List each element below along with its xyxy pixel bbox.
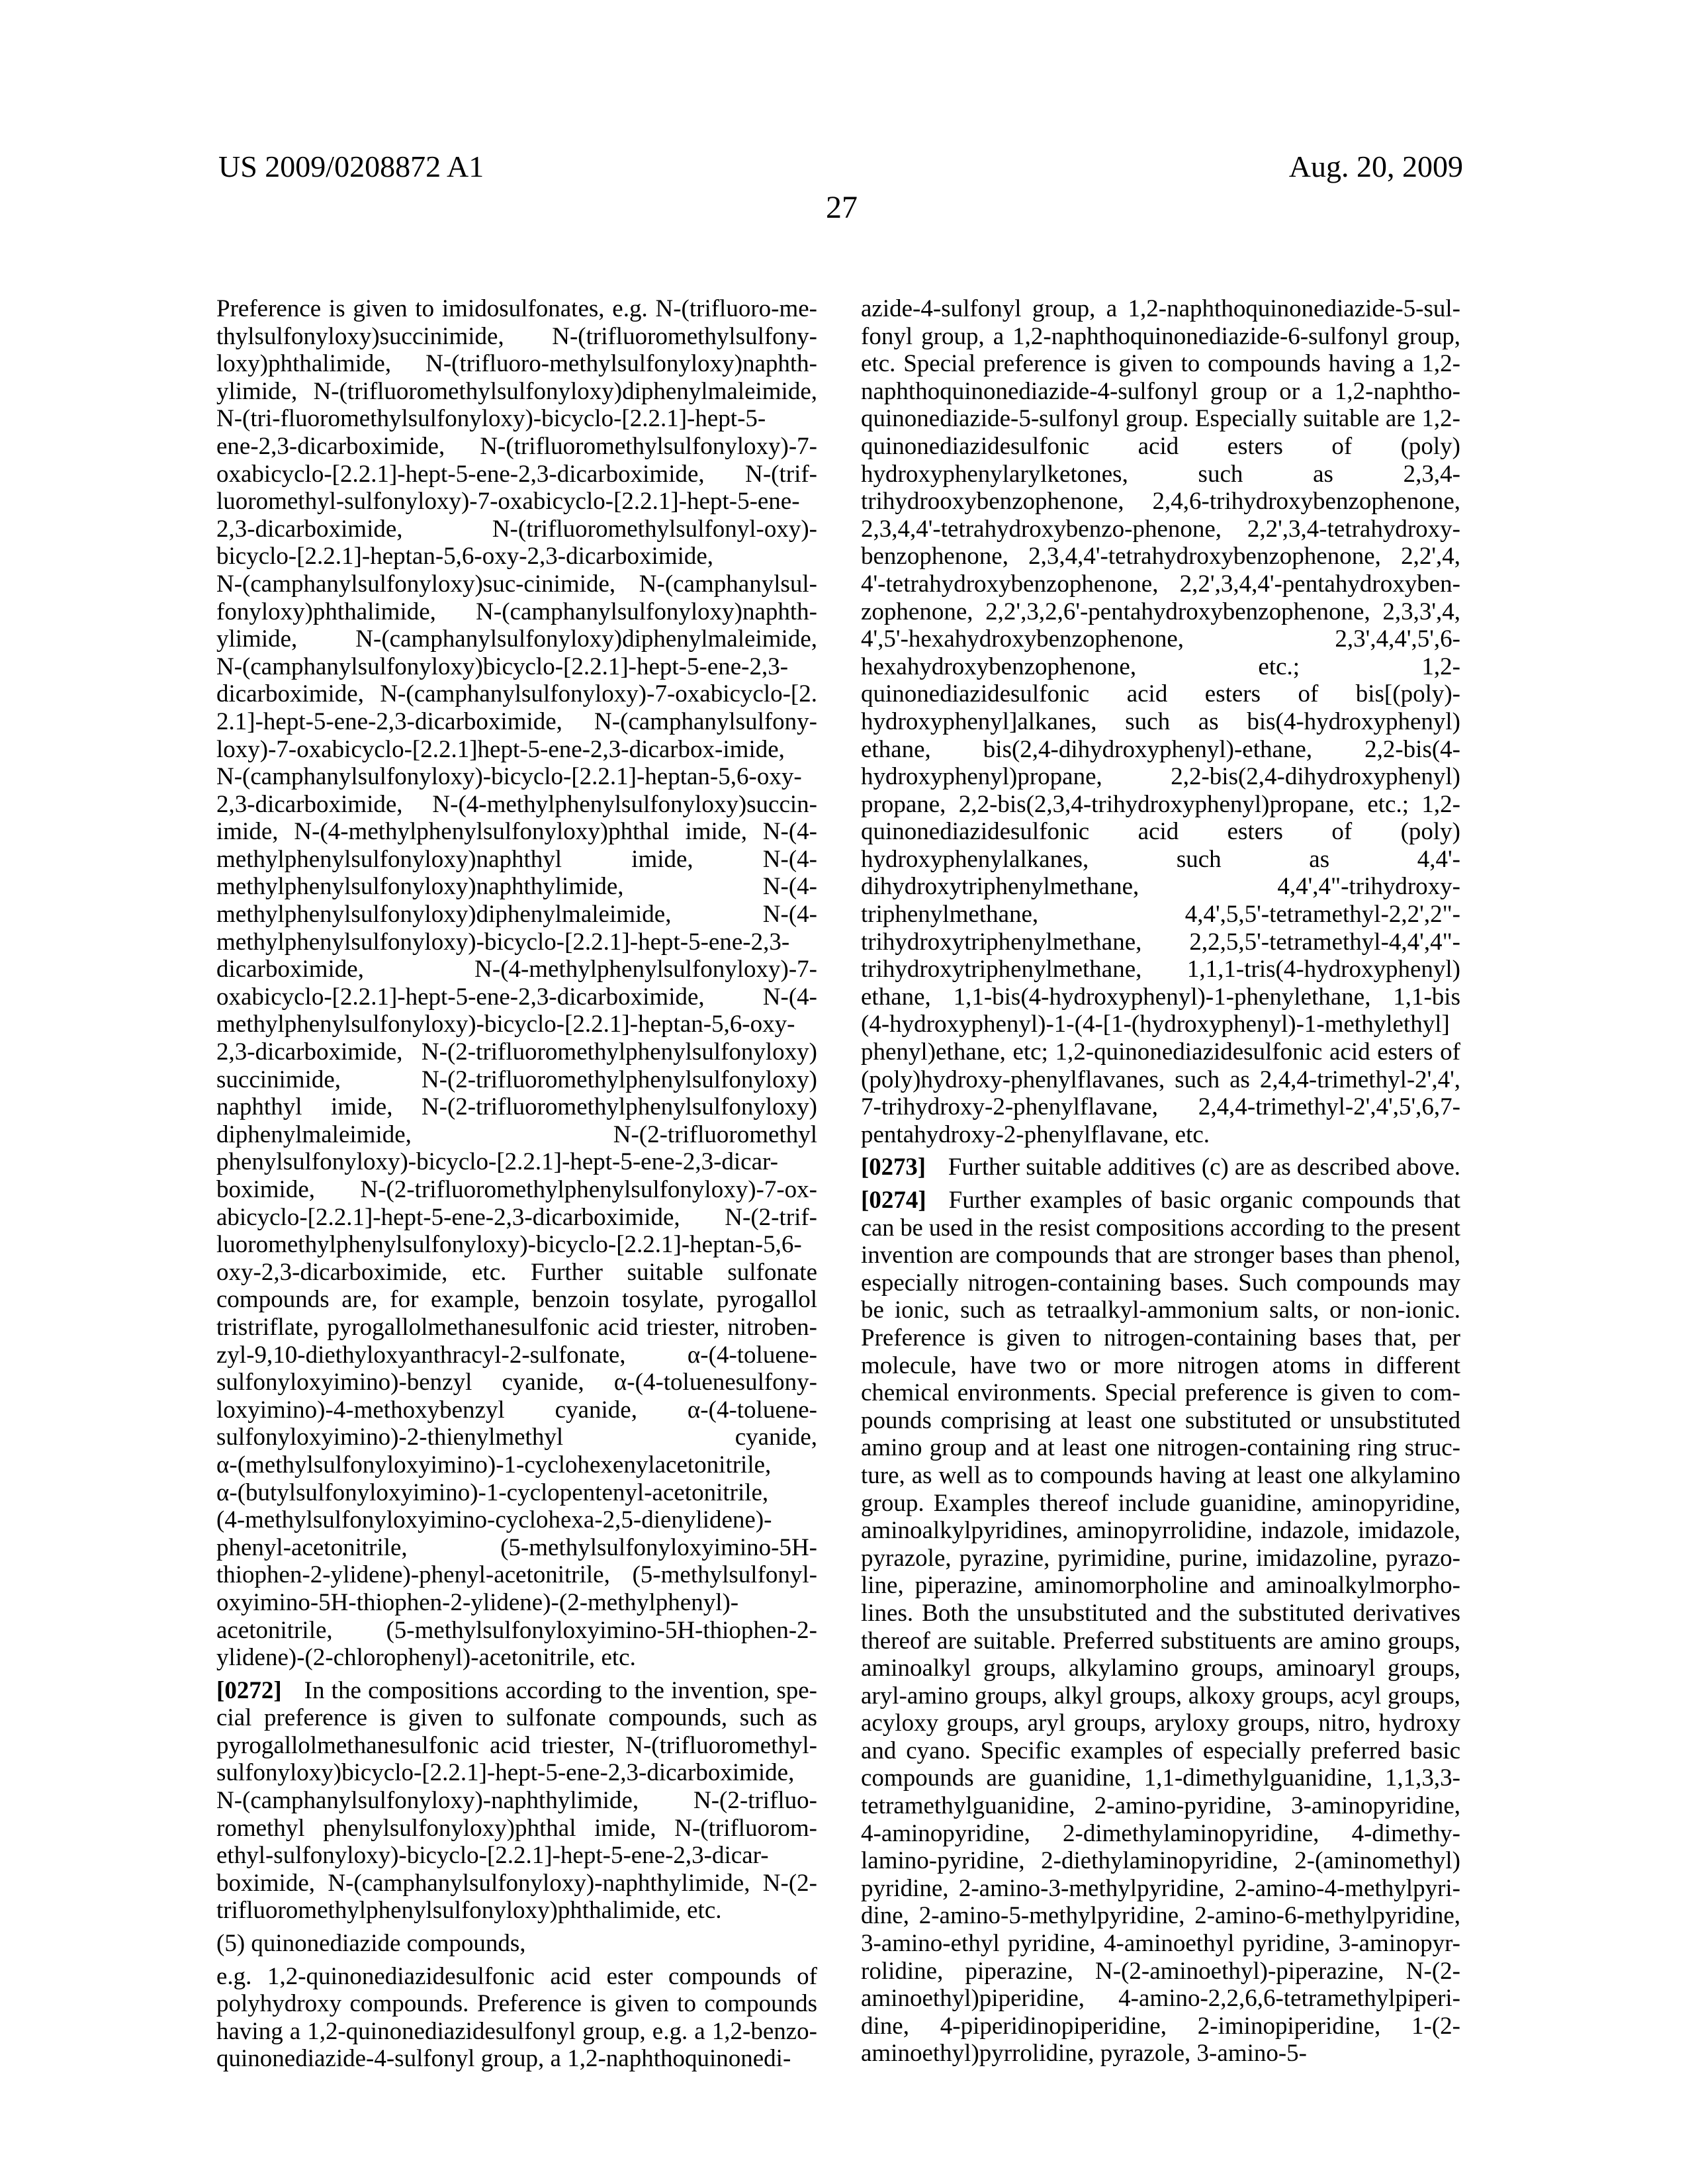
line-text: pounds comprising at least one substituted or unsubstituted [861,1407,1460,1434]
line-text: e.g. 1,2-quinonediazidesulfonic acid ester compounds of [216,1963,817,1990]
text-line [216,956,817,983]
publication-date: Aug. 20, 2009 [1289,152,1463,182]
text-line [861,543,1460,570]
line-text: ylimide, N-(camphanylsulfonyloxy)diphenylmaleimide, [216,625,817,653]
line-text: hydroxyphenylarylketones, such as 2,3,4- [861,461,1460,488]
text-line [216,2018,817,2046]
text-line [861,295,1460,323]
text-line [861,1902,1460,1930]
line-text: line, piperazine, aminomorpholine and aminoalkylmorpho- [861,1572,1460,1599]
text-line [861,736,1460,764]
text-line [861,956,1460,983]
text-line [216,791,817,819]
text-line [216,1121,817,1149]
line-text: ethyl-sulfonyloxy)-bicyclo-[2.2.1]-hept-5-ene-2,3-dicar- [216,1842,769,1869]
line-text: azide-4-sulfonyl group, a 1,2-naphthoquinonediazide-5-sul- [861,295,1460,322]
line-text: 3-amino-ethyl pyridine, 4-aminoethyl pyridine, 3-aminopyr- [861,1930,1460,1957]
line-text: N-(camphanylsulfonyloxy)-naphthylimide, N-(2-trifluo- [216,1787,817,1814]
line-text: quinonediazidesulfonic acid esters of (poly) [861,818,1460,845]
text-line [861,323,1460,351]
text-line [861,378,1460,406]
line-text: fonyl group, a 1,2-naphthoquinonediazide-6-sulfonyl group, [861,323,1460,350]
line-text: ylidene)-(2-chlorophenyl)-acetonitrile, etc. [216,1644,636,1671]
text-line [216,873,817,901]
line-text: bicyclo-[2.2.1]-heptan-5,6-oxy-2,3-dicarboximide, [216,543,713,570]
text-line [216,1815,817,1843]
line-text: acyloxy groups, aryl groups, aryloxy groups, nitro, hydroxy [861,1709,1460,1737]
text-line [216,1396,817,1424]
text-line [861,1121,1460,1149]
text-line [861,680,1460,708]
line-text: pentahydroxy-2-phenylflavane, etc. [861,1121,1210,1148]
line-text: oxy-2,3-dicarboximide, etc. Further suitable sulfonate [216,1259,817,1286]
line-text: methylphenylsulfonyloxy)-bicyclo-[2.2.1]-heptan-5,6-oxy- [216,1011,795,1038]
line-text: group. Examples thereof include guanidine, aminopyridine, [861,1490,1460,1517]
text-line [861,653,1460,681]
line-text: diphenylmaleimide, N-(2-trifluoromethyl [216,1121,817,1148]
line-text: trihydrooxybenzophenone, 2,4,6-trihydroxybenzophenone, [861,488,1460,515]
line-text: methylphenylsulfonyloxy)naphthyl imide, N-(4- [216,846,817,873]
text-line [861,873,1460,901]
line-text: be ionic, such as tetraalkyl-ammonium salts, or non-ionic. [861,1297,1460,1324]
text-line [861,1930,1460,1958]
line-text: dicarboximide, N-(camphanylsulfonyloxy)-7-oxabicyclo-[2. [216,680,817,707]
line-text: methylphenylsulfonyloxy)naphthylimide, N-(4- [216,873,817,900]
line-text: oxyimino-5H-thiophen-2-ylidene)-(2-methylphenyl)- [216,1589,738,1616]
line-text: 4'-tetrahydroxybenzophenone, 2,2',3,4,4'-pentahydroxyben- [861,570,1460,598]
text-line [216,1589,817,1617]
page-number: 27 [826,192,858,224]
line-text: hydroxyphenylalkanes, such as 4,4'- [861,846,1460,873]
line-text: phenylsulfonyloxy)-bicyclo-[2.2.1]-hept-5-ene-2,3-dicar- [216,1148,778,1175]
text-line [216,1424,817,1451]
line-text: (4-methylsulfonyloxyimino-cyclohexa-2,5-dienylidene)- [216,1506,772,1533]
line-text: succinimide, N-(2-trifluoromethylphenylsulfonyloxy) [216,1066,817,1093]
line-text: quinonediazide-4-sulfonyl group, a 1,2-naphthoquinonedi- [216,2045,791,2072]
line-text: Preference is given to imidosulfonates, e.g. N-(trifluoro-me- [216,295,817,322]
line-text: quinonediazide-5-sulfonyl group. Especially suitable are 1,2- [861,405,1460,432]
line-text: 2,3-dicarboximide, N-(trifluoromethylsulfonyl-oxy)- [216,516,817,543]
line-text: amino group and at least one nitrogen-containing ring struc- [861,1434,1460,1461]
text-line [861,1572,1460,1600]
line-text: ethane, 1,1-bis(4-hydroxyphenyl)-1-phenylethane, 1,1-bis [861,983,1460,1011]
text-line [216,1369,817,1396]
line-text: triphenylmethane, 4,4',5,5'-tetramethyl-2,2',2"- [861,901,1460,928]
line-text: quinonediazidesulfonic acid esters of bis[(poly)- [861,680,1460,707]
line-text: molecule, have two or more nitrogen atoms in different [861,1352,1460,1379]
text-line [216,818,817,846]
line-text: N-(tri-fluoromethylsulfonyloxy)-bicyclo-[2.2.1]-hept-5- [216,405,766,432]
text-line [861,625,1460,653]
text-line [216,1286,817,1314]
line-text: etc. Special preference is given to compounds having a 1,2- [861,350,1460,377]
text-line [216,1617,817,1645]
text-line [216,1644,817,1672]
text-line [216,1677,817,1705]
line-text: ethane, bis(2,4-dihydroxyphenyl)-ethane, 2,2-bis(4- [861,736,1460,763]
text-line [861,1269,1460,1297]
text-line [861,1093,1460,1121]
line-text: (4-hydroxyphenyl)-1-(4-[1-(hydroxyphenyl)-1-methylethyl] [861,1011,1450,1038]
text-line [861,1682,1460,1710]
text-line [861,1066,1460,1094]
text-line [861,1242,1460,1269]
line-text: zyl-9,10-diethyloxyanthracyl-2-sulfonate, α-(4-toluene- [216,1342,817,1369]
line-text: cial preference is given to sulfonate compounds, such as [216,1704,817,1731]
text-line [861,1655,1460,1682]
line-text: compounds are guanidine, 1,1-dimethylguanidine, 1,1,3,3- [861,1764,1460,1792]
text-line [861,1379,1460,1407]
line-text: pyridine, 2-amino-3-methylpyridine, 2-amino-4-methylpyri- [861,1875,1460,1902]
text-line [216,736,817,764]
line-text: aminoethyl)pyrrolidine, pyrazole, 3-amino-5- [861,2040,1307,2067]
line-text: 2,3,4,4'-tetrahydroxybenzo-phenone, 2,2',3,4-tetrahydroxy- [861,516,1460,543]
text-line [216,1231,817,1259]
text-line [216,433,817,461]
text-line [861,405,1460,433]
text-line [861,1352,1460,1380]
paragraph [861,295,1460,1148]
text-line [216,1204,817,1232]
line-text: In the compositions according to the invention, spe- [304,1677,817,1704]
text-line [216,846,817,874]
paragraph-number: [0272] [216,1677,282,1704]
text-line [216,1176,817,1204]
text-line [216,543,817,570]
line-text: (poly)hydroxy-phenylflavanes, such as 2,4,4-trimethyl-2',4', [861,1066,1460,1093]
line-text: compounds are, for example, benzoin tosylate, pyrogallol [216,1286,817,1313]
line-text: luoromethylphenylsulfonyloxy)-bicyclo-[2.2.1]-heptan-5,6- [216,1231,802,1258]
line-text: methylphenylsulfonyloxy)-bicyclo-[2.2.1]-hept-5-ene-2,3- [216,929,789,956]
paragraph [216,1930,817,1958]
text-line [216,708,817,736]
line-text: boximide, N-(2-trifluoromethylphenylsulfonyloxy)-7-ox- [216,1176,817,1203]
line-text: dihydroxytriphenylmethane, 4,4',4"-trihydroxy- [861,873,1460,900]
line-text: loxy)phthalimide, N-(trifluoro-methylsulfonyloxy)naphth- [216,350,817,377]
text-line [861,516,1460,543]
line-text: loxyimino)-4-methoxybenzyl cyanide, α-(4-toluene- [216,1396,817,1424]
text-line [861,901,1460,929]
text-line [216,1093,817,1121]
line-text: loxy)-7-oxabicyclo-[2.2.1]hept-5-ene-2,3-dicarbox-imide, [216,736,785,763]
text-line [861,1820,1460,1848]
text-line [861,1709,1460,1737]
line-text: hexahydroxybenzophenone, etc.; 1,2- [861,653,1460,680]
line-text: propane, 2,2-bis(2,3,4-trihydroxyphenyl)propane, etc.; 1,2- [861,791,1460,818]
line-text: 7-trihydroxy-2-phenylflavane, 2,4,4-trimethyl-2',4',5',6,7- [861,1093,1460,1120]
text-line [216,2045,817,2073]
text-line [216,1479,817,1507]
line-text: oxabicyclo-[2.2.1]-hept-5-ene-2,3-dicarboximide, N-(trif- [216,461,817,488]
line-text: having a 1,2-quinonediazidesulfonyl group, e.g. a 1,2-benzo- [216,2018,817,2045]
text-line [861,1407,1460,1435]
line-text: aminoalkyl groups, alkylamino groups, aminoaryl groups, [861,1655,1460,1682]
line-text: hydroxyphenyl]alkanes, such as bis(4-hydroxyphenyl) [861,708,1460,735]
text-line [861,1847,1460,1875]
text-line [216,405,817,433]
line-text: ture, as well as to compounds having at least one alkylamino [861,1462,1460,1489]
line-text: sulfonyloxyimino)-2-thienylmethyl cyanide, [216,1424,817,1451]
line-text: boximide, N-(camphanylsulfonyloxy)-naphthylimide, N-(2- [216,1870,817,1897]
paragraph-number: [0274] [861,1187,926,1214]
text-line [216,378,817,406]
line-text: chemical environments. Special preference is given to com- [861,1379,1460,1406]
paragraph-0274 [861,1187,1460,2068]
text-line [216,929,817,956]
text-line [216,570,817,598]
line-text: lines. Both the unsubstituted and the substituted derivatives [861,1600,1460,1627]
text-line [861,1600,1460,1627]
line-text: and cyano. Specific examples of especially preferred basic [861,1737,1460,1764]
text-line [216,295,817,323]
line-text: Preference is given to nitrogen-containing bases that, per [861,1324,1460,1351]
paragraph-0273 [861,1154,1460,1181]
line-text: 2.1]-hept-5-ene-2,3-dicarboximide, N-(camphanylsulfony- [216,708,817,735]
line-text: N-(camphanylsulfonyloxy)-bicyclo-[2.2.1]-heptan-5,6-oxy- [216,763,802,790]
text-line [861,1011,1460,1038]
line-text: α-(butylsulfonyloxyimino)-1-cyclopentenyl-acetonitrile, [216,1479,768,1506]
text-line [861,488,1460,516]
line-text: Further suitable additives (c) are as described above. [948,1154,1460,1181]
text-line [861,461,1460,488]
line-text: phenyl)ethane, etc; 1,2-quinonediazidesulfonic acid esters of [861,1038,1460,1066]
line-text: lamino-pyridine, 2-diethylaminopyridine, 2-(aminomethyl) [861,1847,1460,1874]
line-text: 2,3-dicarboximide, N-(2-trifluoromethylphenylsulfonyloxy) [216,1038,817,1066]
text-line [216,1990,817,2018]
line-text: dine, 4-piperidinopiperidine, 2-iminopiperidine, 1-(2- [861,2013,1460,2040]
text-line [216,1842,817,1870]
text-line [861,763,1460,791]
line-text: thiophen-2-ylidene)-phenyl-acetonitrile, (5-methylsulfonyl- [216,1561,817,1588]
line-text: thylsulfonyloxy)succinimide, N-(trifluoromethylsulfony- [216,323,817,350]
line-text: aminoethyl)piperidine, 4-amino-2,2,6,6-tetramethylpiperi- [861,1985,1460,2012]
text-line [861,708,1460,736]
text-line [861,818,1460,846]
paragraph-0272 [216,1677,817,1925]
line-text: invention are compounds that are stronger bases than phenol, [861,1242,1460,1269]
text-line [216,1066,817,1094]
line-text: trihydroxytriphenylmethane, 1,1,1-tris(4-hydroxyphenyl) [861,956,1460,983]
line-text: luoromethyl-sulfonyloxy)-7-oxabicyclo-[2.2.1]-hept-5-ene- [216,488,800,515]
line-text: oxabicyclo-[2.2.1]-hept-5-ene-2,3-dicarboximide, N-(4- [216,983,817,1011]
text-line [216,625,817,653]
line-text: N-(camphanylsulfonyloxy)suc-cinimide, N-(camphanylsul- [216,570,817,598]
text-line [216,1787,817,1815]
text-line [861,1958,1460,1985]
text-line [216,763,817,791]
text-line [861,1038,1460,1066]
line-text: dine, 2-amino-5-methylpyridine, 2-amino-6-methylpyridine, [861,1902,1460,1929]
text-line [861,791,1460,819]
line-text: abicyclo-[2.2.1]-hept-5-ene-2,3-dicarboximide, N-(2-trif- [216,1204,817,1231]
text-line [216,1038,817,1066]
line-text: thereof are suitable. Preferred substituents are amino groups, [861,1627,1460,1655]
text-line [861,983,1460,1011]
line-text: aryl-amino groups, alkyl groups, alkoxy groups, acyl groups, [861,1682,1460,1709]
text-line [861,1792,1460,1820]
text-line [861,1187,1460,1214]
text-line [216,1451,817,1479]
line-text: Further examples of basic organic compounds that [949,1187,1460,1214]
line-text: tristriflate, pyrogallolmethanesulfonic acid triester, nitroben- [216,1314,817,1341]
line-text: acetonitrile, (5-methylsulfonyloxyimino-5H-thiophen-2- [216,1617,817,1644]
text-line [861,350,1460,378]
text-line [861,929,1460,956]
paragraph [216,1963,817,2073]
text-line [861,1462,1460,1490]
text-line [216,1963,817,1991]
line-text: romethyl phenylsulfonyloxy)phthal imide, N-(trifluorom- [216,1815,817,1842]
text-line [216,516,817,543]
line-text: zophenone, 2,2',3,2,6'-pentahydroxybenzophenone, 2,3,3',4, [861,598,1460,625]
line-text: pyrazole, pyrazine, pyrimidine, purine, imidazoline, pyrazo- [861,1545,1460,1572]
text-line [861,2013,1460,2040]
line-text: hydroxyphenyl)propane, 2,2-bis(2,4-dihydroxyphenyl) [861,763,1460,790]
text-line [861,1737,1460,1765]
text-line [861,433,1460,461]
line-text: quinonediazidesulfonic acid esters of (poly) [861,433,1460,460]
text-line [216,1506,817,1534]
text-line [216,1011,817,1038]
text-line [861,1490,1460,1518]
line-text: dicarboximide, N-(4-methylphenylsulfonyloxy)-7- [216,956,817,983]
text-line [216,653,817,681]
publication-number: US 2009/0208872 A1 [218,152,484,182]
paragraph-number: [0273] [861,1154,926,1181]
line-text: naphthoquinonediazide-4-sulfonyl group or a 1,2-naphtho- [861,378,1460,405]
paragraph [216,295,817,1672]
text-line [216,1759,817,1787]
text-line [861,2040,1460,2068]
text-line [216,1561,817,1589]
text-line [861,1545,1460,1572]
line-text: can be used in the resist compositions according to the present [861,1214,1460,1242]
text-line [216,1704,817,1732]
line-text: trihydroxytriphenylmethane, 2,2,5,5'-tetramethyl-4,4',4"- [861,929,1460,956]
text-line [216,680,817,708]
text-line [861,1517,1460,1545]
line-text: methylphenylsulfonyloxy)diphenylmaleimide, N-(4- [216,901,817,928]
line-text: sulfonyloxyimino)-benzyl cyanide, α-(4-toluenesulfony- [216,1369,817,1396]
text-line [861,1627,1460,1655]
line-text: especially nitrogen-containing bases. Such compounds may [861,1269,1460,1297]
line-text: rolidine, piperazine, N-(2-aminoethyl)-piperazine, N-(2- [861,1958,1460,1985]
text-line [861,846,1460,874]
line-text: phenyl-acetonitrile, (5-methylsulfonyloxyimino-5H- [216,1534,817,1561]
line-text: α-(methylsulfonyloxyimino)-1-cyclohexenylacetonitrile, [216,1451,771,1479]
line-text: 4-aminopyridine, 2-dimethylaminopyridine, 4-dimethy- [861,1820,1460,1847]
line-text: 4',5'-hexahydroxybenzophenone, 2,3',4,4',5',6- [861,625,1460,653]
line-text: trifluoromethylphenylsulfonyloxy)phthalimide, etc. [216,1897,722,1924]
text-line [216,1870,817,1897]
line-text: naphthyl imide, N-(2-trifluoromethylphenylsulfonyloxy) [216,1093,817,1120]
text-line [216,1897,817,1925]
text-line [216,901,817,929]
line-text: sulfonyloxy)bicyclo-[2.2.1]-hept-5-ene-2,3-dicarboximide, [216,1759,794,1786]
text-line [216,598,817,626]
text-line [861,1764,1460,1792]
text-line [216,461,817,488]
line-text: tetramethylguanidine, 2-amino-pyridine, 3-aminopyridine, [861,1792,1460,1819]
line-text: imide, N-(4-methylphenylsulfonyloxy)phthal imide, N-(4- [216,818,817,845]
text-line [861,1324,1460,1352]
text-line [216,1314,817,1342]
text-line [861,598,1460,626]
line-text: polyhydroxy compounds. Preference is given to compounds [216,1990,817,2017]
line-text: benzophenone, 2,3,4,4'-tetrahydroxybenzophenone, 2,2',4, [861,543,1460,570]
line-text: N-(camphanylsulfonyloxy)bicyclo-[2.2.1]-hept-5-ene-2,3- [216,653,788,680]
text-line [861,1985,1460,2013]
text-line [861,1875,1460,1903]
line-text: ene-2,3-dicarboximide, N-(trifluoromethylsulfonyloxy)-7- [216,433,817,460]
text-line [216,983,817,1011]
left-text-column [216,295,817,2073]
text-line [861,1434,1460,1462]
text-line [216,1342,817,1369]
right-text-column [861,295,1460,2068]
text-line [216,1148,817,1176]
text-line [216,1930,817,1958]
text-line [216,323,817,351]
line-text: (5) quinonediazide compounds, [216,1930,526,1957]
line-text: aminoalkylpyridines, aminopyrrolidine, indazole, imidazole, [861,1517,1460,1544]
text-line [216,1259,817,1287]
line-text: 2,3-dicarboximide, N-(4-methylphenylsulfonyloxy)succin- [216,791,817,818]
text-line [216,1534,817,1562]
text-line [861,1154,1460,1181]
text-line [861,570,1460,598]
line-text: pyrogallolmethanesulfonic acid triester, N-(trifluoromethyl- [216,1732,817,1759]
line-text: fonyloxy)phthalimide, N-(camphanylsulfonyloxy)naphth- [216,598,817,625]
text-line [216,1732,817,1760]
text-line [216,488,817,516]
text-line [216,350,817,378]
line-text: ylimide, N-(trifluoromethylsulfonyloxy)diphenylmaleimide, [216,378,817,405]
text-line [861,1214,1460,1242]
text-line [861,1297,1460,1324]
